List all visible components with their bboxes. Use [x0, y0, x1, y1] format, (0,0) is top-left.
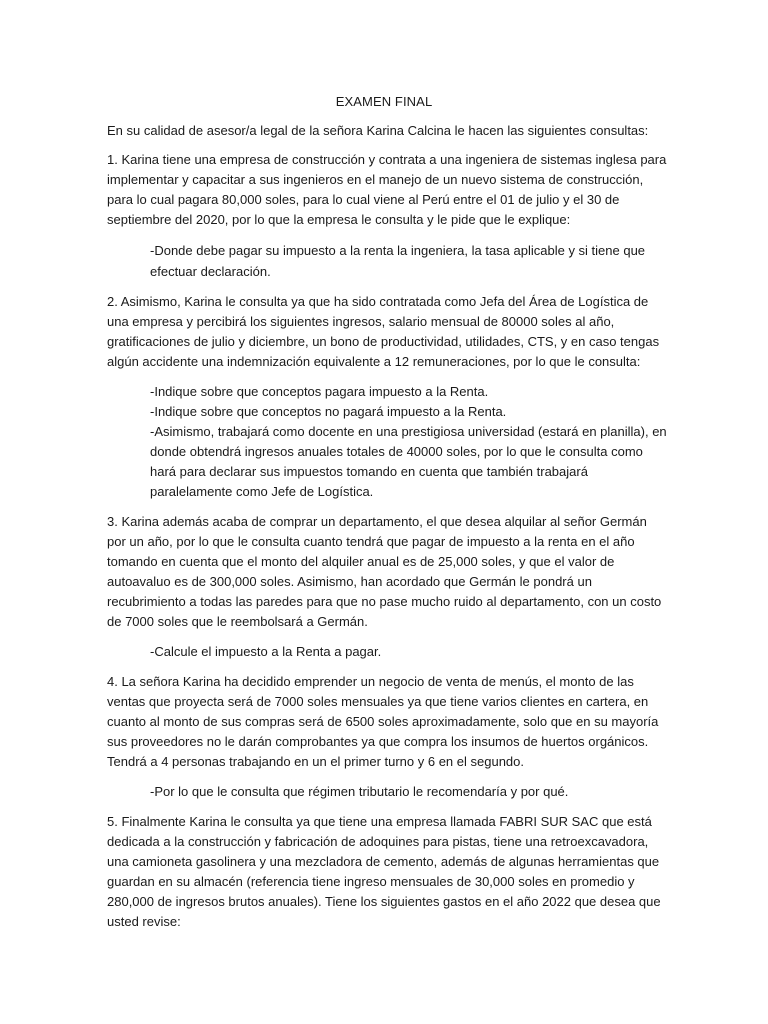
question-2-item-1: -Indique sobre que conceptos pagara impuesto a la Renta. — [150, 384, 489, 399]
question-4-items — [150, 782, 667, 802]
document-title: EXAMEN FINAL — [335, 94, 433, 109]
question-2-item-2: -Indique sobre que conceptos no pagará impuesto a la Renta. — [150, 404, 507, 419]
question-5: 5. Finalmente Karina le consulta ya que tiene una empresa llamada FABRI SUR SAC que está dedicada a la construcción y fabricación de adoquines para pistas, tiene una retroexcavadora, una camioneta gasolinera y una mezcladora de cemento, además de algunas herramientas que guardan en su almacén (referencia tiene ingreso mensuales de 30,000 soles en promedio y 280,000 de ingresos brutos anuales). Tiene los siguientes gastos en el año 2022 que desea que usted revise: — [107, 814, 661, 929]
question-1-item-1: -Donde debe pagar su impuesto a la renta la ingeniera, la tasa aplicable y si tiene que efectuar declaración. — [150, 243, 646, 279]
question-3-items — [150, 642, 667, 662]
question-4: 4. La señora Karina ha decidido emprender un negocio de venta de menús, el monto de las ventas que proyecta será de 7000 soles mensuales ya que tiene varios clientes en cartera, en cuanto al monto de sus compras será de 6500 soles aproximadamente, solo que en su mayoría sus proveedores no le darán comprobantes ya que compra los insumos de huertos orgánicos. Tendrá a 4 personas trabajando en un el primer turno y 6 en el segundo. — [107, 674, 659, 769]
question-2: 2. Asimismo, Karina le consulta ya que ha sido contratada como Jefa del Área de Logística de una empresa y percibirá los siguientes ingresos, salario mensual de 80000 soles al año, gratificaciones de julio y diciembre, un bono de productividad, utilidades, CTS, y en caso tengas algún accidente una indemnización equivalente a 12 remuneraciones, por lo que le consulta: — [107, 294, 660, 369]
question-1: 1. Karina tiene una empresa de construcción y contrata a una ingeniera de sistemas inglesa para implementar y capacitar a sus ingenieros en el manejo de un nuevo sistema de construcción, para lo cual pagara 80,000 soles, para lo cual viene al Perú entre el 01 de julio y el 30 de septiembre del 2020, por lo que la empresa le consulta y le pide que le explique: — [107, 152, 667, 227]
intro-paragraph: En su calidad de asesor/a legal de la señora Karina Calcina le hacen las siguientes consultas: — [107, 123, 649, 138]
question-3: 3. Karina además acaba de comprar un departamento, el que desea alquilar al señor Germán por un año, por lo que le consulta cuanto tendrá que pagar de impuesto a la renta en el año tomando en cuenta que el monto del alquiler anual es de 25,000 soles, y que el valor de autoavaluo es de 300,000 soles. Asimismo, han acordado que Germán le pondrá un recubrimiento a todas las paredes para que no pase mucho ruido al departamento, con un costo de 7000 soles que le reembolsará a Germán. — [107, 514, 662, 629]
question-3-item-1: -Calcule el impuesto a la Renta a pagar. — [150, 644, 382, 659]
question-2-item-3: -Asimismo, trabajará como docente en una prestigiosa universidad (estará en planilla), en donde obtendrá ingresos anuales totales de 40000 soles, por lo que le consulta como hará para declarar sus impuestos tomando en cuenta que también trabajará paralelamente como Jefe de Logística. — [150, 424, 667, 499]
question-1-items — [150, 240, 667, 282]
question-4-item-1: -Por lo que le consulta que régimen tributario le recomendaría y por qué. — [150, 784, 569, 799]
document-body — [107, 121, 667, 942]
question-2-items — [150, 382, 667, 502]
